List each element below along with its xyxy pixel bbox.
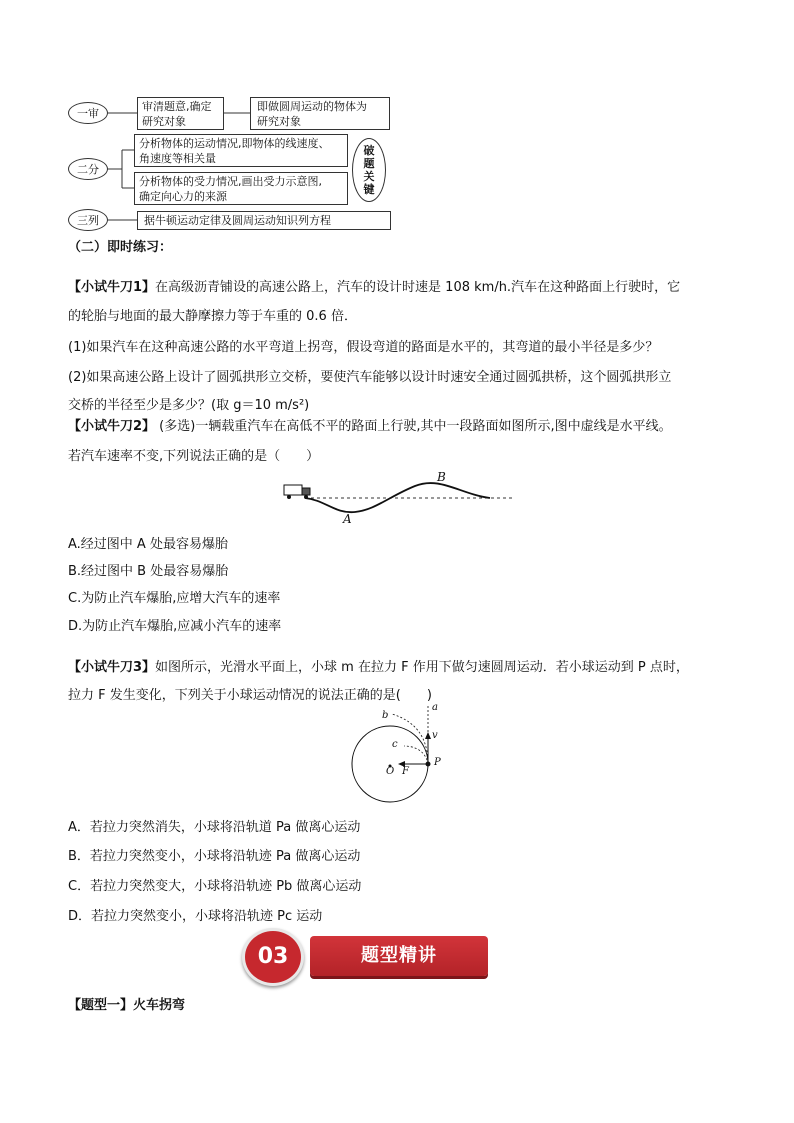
fig-label-B: B [437, 470, 446, 484]
key-oval [352, 138, 386, 202]
q2-text1: (多选)一辆载重汽车在高低不平的路面上行驶,其中一段路面如图所示,图中虚线是水平线。 [155, 419, 672, 434]
topic1-title: 火车拐弯 [133, 998, 186, 1013]
fig-label-F: F [402, 766, 409, 777]
fig-label-b: b [382, 710, 389, 721]
ball-p [426, 762, 431, 767]
q1-part2b: 交桥的半径至少是多少？(取 g＝10 m/s²) [68, 398, 310, 413]
fig-label-v: v [432, 730, 438, 741]
q2-option-d: D.为防止汽车爆胎,应减小汽车的速率 [68, 619, 282, 634]
box1-line2: 研究对象 [142, 115, 186, 128]
q2-line2: 若汽车速率不变,下列说法正确的是（ ） [68, 449, 320, 464]
q1-part2a: (2)如果高速公路上设计了圆弧拱形立交桥，要使汽车能够以设计时速安全通过圆弧拱桥，这个圆弧拱形立 [68, 370, 672, 385]
q2-option-a: A.经过图中 A 处最容易爆胎 [68, 537, 228, 552]
q3-line2: 拉力 F 发生变化，下列关于小球运动情况的说法正确的是( ) [68, 688, 432, 703]
box4-line1: 分析物体的受力情况,画出受力示意图, [139, 175, 322, 188]
circle-svg [350, 700, 460, 805]
fig-label-P: P [434, 757, 441, 768]
q2-option-c: C.为防止汽车爆胎,应增大汽车的速率 [68, 591, 281, 606]
q3-option-c: C．若拉力突然变大，小球将沿轨迹 Pb 做离心运动 [68, 879, 362, 894]
box-motion-analysis [134, 134, 348, 167]
box-research-object [250, 97, 390, 130]
key-char-2: 题 [363, 157, 375, 170]
key-char-1: 破 [363, 144, 375, 157]
q1-text1: 在高级沥青铺设的高速公路上，汽车的设计时速是 108 km/h.汽车在这种路面上行驶时，它 [155, 280, 681, 295]
road-figure [280, 470, 520, 530]
box-determine-object [137, 97, 224, 130]
road-svg [280, 470, 520, 530]
fig-label-A: A [343, 512, 352, 526]
box3-line1: 分析物体的运动情况,即物体的线速度、 [139, 137, 330, 150]
q1-part1: (1)如果汽车在这种高速公路的水平弯道上拐弯，假设弯道的路面是水平的，其弯道的最小半径是多少？ [68, 340, 659, 355]
box1-line1: 审清题意,确定 [142, 100, 212, 113]
circle-figure [350, 700, 460, 805]
q3-option-d: D．若拉力突然变小，小球将沿轨迹 Pc 运动 [68, 909, 323, 924]
box4-line2: 确定向心力的来源 [139, 190, 227, 203]
q3-option-b: B．若拉力突然变小，小球将沿轨迹 Pa 做离心运动 [68, 849, 361, 864]
topic1-heading [68, 996, 185, 1016]
fig-label-a: a [432, 702, 438, 713]
key-char-3: 关 [363, 170, 375, 183]
box2-line1: 即做圆周运动的物体为 [257, 100, 367, 113]
velocity-arrowhead [425, 732, 431, 739]
topic1-bracket: 【题型一】 [68, 998, 134, 1013]
section-banner [240, 928, 495, 990]
q3-text1: 如图所示，光滑水平面上，小球 m 在拉力 F 作用下做匀速圆周运动．若小球运动到 P 点时， [155, 660, 689, 675]
q1-line1 [68, 278, 680, 298]
step-1-oval: 一审 [68, 102, 108, 124]
step-3-oval: 三列 [68, 209, 108, 231]
box-equations: 据牛顿运动定律及圆周运动知识列方程 [137, 211, 391, 230]
q2-option-b: B.经过图中 B 处最容易爆胎 [68, 564, 229, 579]
box2-line2: 研究对象 [257, 115, 301, 128]
flowchart [60, 90, 400, 235]
fig-label-c: c [392, 739, 398, 750]
truck-icon [284, 485, 310, 499]
fig-label-O: O [386, 766, 395, 777]
section-practice-heading: （二）即时练习： [68, 240, 173, 255]
q3-label: 【小试牛刀3】 [68, 660, 156, 675]
key-char-4: 键 [363, 183, 375, 196]
q3-option-a: A．若拉力突然消失，小球将沿轨道 Pa 做离心运动 [68, 820, 361, 835]
q2-label: 【小试牛刀2】 [68, 419, 156, 434]
banner-title: 题型精讲 [361, 945, 437, 966]
q2-line1 [68, 417, 672, 437]
box3-line2: 角速度等相关量 [139, 152, 216, 165]
q3-line1 [68, 658, 689, 678]
box-force-analysis [134, 172, 348, 205]
q1-line2: 的轮胎与地面的最大静摩擦力等于车重的 0.6 倍． [68, 309, 357, 324]
step-2-oval: 二分 [68, 158, 108, 180]
q1-label: 【小试牛刀1】 [68, 280, 156, 295]
banner-number: 03 [257, 944, 289, 969]
